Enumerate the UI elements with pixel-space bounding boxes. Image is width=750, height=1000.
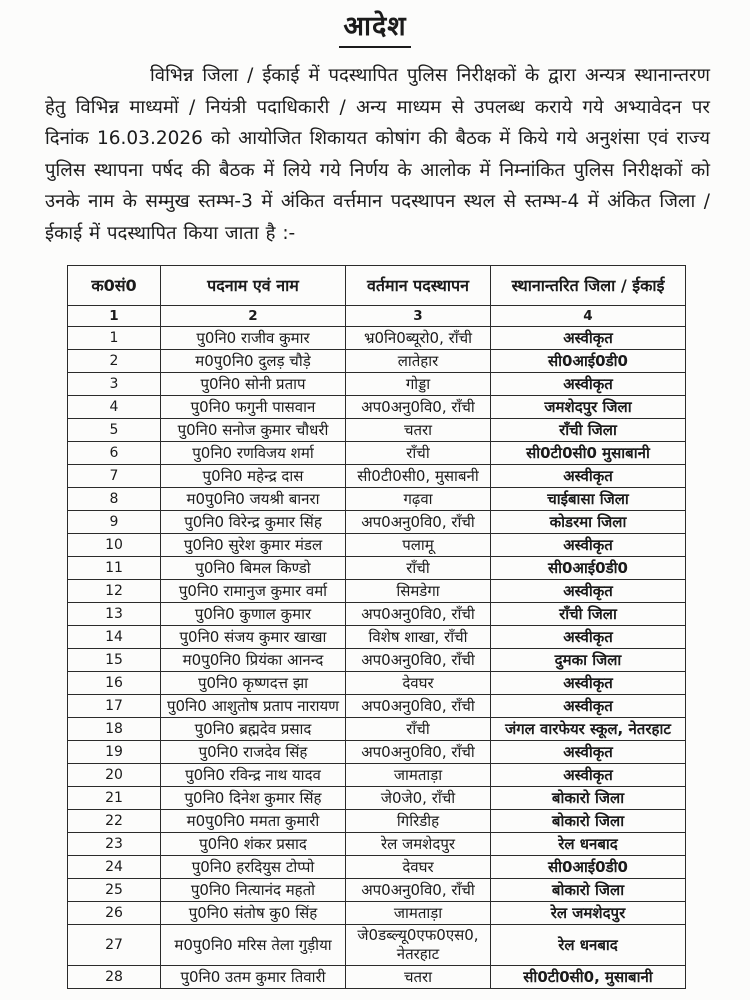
header-serial: क0सं0 — [68, 266, 161, 306]
header-name: पदनाम एवं नाम — [161, 266, 346, 306]
transfer-cell: अस्वीकृत — [491, 373, 686, 396]
posting-cell: अप0अनु0वि0, राँची — [346, 695, 491, 718]
table-row — [68, 626, 686, 649]
serial-cell: 5 — [68, 419, 161, 442]
table-row — [68, 741, 686, 764]
transfer-cell: जमशेदपुर जिला — [491, 396, 686, 419]
table-row — [68, 396, 686, 419]
name-cell: पु0नि0 दिनेश कुमार सिंह — [161, 787, 346, 810]
posting-cell: लातेहार — [346, 350, 491, 373]
column-number-4: 4 — [491, 306, 686, 327]
transfer-cell: अस्वीकृत — [491, 626, 686, 649]
table-row — [68, 465, 686, 488]
table-row — [68, 511, 686, 534]
posting-cell: सिमडेगा — [346, 580, 491, 603]
transfer-cell: बोकारो जिला — [491, 787, 686, 810]
table-row — [68, 580, 686, 603]
table-row — [68, 856, 686, 879]
transfer-cell: रेल धनबाद — [491, 833, 686, 856]
posting-cell: अप0अनु0वि0, राँची — [346, 649, 491, 672]
serial-cell: 19 — [68, 741, 161, 764]
name-cell: म0पु0नि0 जयश्री बानरा — [161, 488, 346, 511]
serial-cell: 15 — [68, 649, 161, 672]
serial-cell: 8 — [68, 488, 161, 511]
name-cell: पु0नि0 बिमल किण्डो — [161, 557, 346, 580]
transfer-cell: रेल जमशेदपुर — [491, 902, 686, 925]
posting-cell: सी0टी0सी0, मुसाबनी — [346, 465, 491, 488]
transfer-cell: अस्वीकृत — [491, 580, 686, 603]
name-cell: पु0नि0 उतम कुमार तिवारी — [161, 966, 346, 989]
table-row — [68, 925, 686, 966]
name-cell: पु0नि0 राजीव कुमार — [161, 327, 346, 350]
transfer-cell: रेल धनबाद — [491, 925, 686, 966]
column-number-3: 3 — [346, 306, 491, 327]
table-row — [68, 787, 686, 810]
serial-cell: 17 — [68, 695, 161, 718]
column-number-1: 1 — [68, 306, 161, 327]
name-cell: पु0नि0 रणविजय शर्मा — [161, 442, 346, 465]
posting-cell: देवघर — [346, 672, 491, 695]
transfer-cell: अस्वीकृत — [491, 741, 686, 764]
serial-cell: 7 — [68, 465, 161, 488]
transfer-cell: अस्वीकृत — [491, 534, 686, 557]
transfer-cell: सी0आई0डी0 — [491, 557, 686, 580]
table-row — [68, 902, 686, 925]
table-row — [68, 419, 686, 442]
transfer-cell: राँची जिला — [491, 419, 686, 442]
serial-cell: 12 — [68, 580, 161, 603]
transfer-cell: जंगल वारफेयर स्कूल, नेतरहाट — [491, 718, 686, 741]
table-row — [68, 833, 686, 856]
table-row — [68, 557, 686, 580]
transfer-cell: बोकारो जिला — [491, 810, 686, 833]
header-transfer: स्थानान्तरित जिला / ईकाई — [491, 266, 686, 306]
name-cell: पु0नि0 रविन्द्र नाथ यादव — [161, 764, 346, 787]
transfer-cell: बोकारो जिला — [491, 879, 686, 902]
transfer-cell: अस्वीकृत — [491, 327, 686, 350]
serial-cell: 2 — [68, 350, 161, 373]
posting-cell: जे0डब्ल्यू0एफ0एस0, नेतरहाट — [346, 925, 491, 966]
posting-cell: अप0अनु0वि0, राँची — [346, 511, 491, 534]
name-cell: पु0नि0 विरेन्द्र कुमार सिंह — [161, 511, 346, 534]
posting-cell: विशेष शाखा, राँची — [346, 626, 491, 649]
name-cell: पु0नि0 सोनी प्रताप — [161, 373, 346, 396]
name-cell: पु0नि0 कुणाल कुमार — [161, 603, 346, 626]
name-cell: पु0नि0 महेन्द्र दास — [161, 465, 346, 488]
table-row — [68, 764, 686, 787]
column-number-2: 2 — [161, 306, 346, 327]
table-row — [68, 350, 686, 373]
table-row — [68, 810, 686, 833]
serial-cell: 20 — [68, 764, 161, 787]
posting-cell: राँची — [346, 442, 491, 465]
name-cell: पु0नि0 सुरेश कुमार मंडल — [161, 534, 346, 557]
serial-cell: 25 — [68, 879, 161, 902]
header-row — [68, 266, 686, 306]
transfer-table — [67, 265, 686, 989]
table-row — [68, 695, 686, 718]
transfer-cell: चाईबासा जिला — [491, 488, 686, 511]
serial-cell: 26 — [68, 902, 161, 925]
name-cell: म0पु0नि0 मरिस तेला गुड़ीया — [161, 925, 346, 966]
serial-cell: 22 — [68, 810, 161, 833]
order-paragraph: विभिन्न जिला / ईकाई में पदस्थापित पुलिस निरीक्षकों के द्वारा अन्यत्र स्थानान्तरण हेतु विभिन्न माध्यमों / नियंत्री पदाधिकारी / अन्य माध्यम से उपलब्ध कराये गये अभ्यावेदन पर दिनांक 16.03.2026 को आयोजित शिकायत कोषांग की बैठक में किये गये अनुशंसा एवं राज्य पुलिस स्थापना पर्षद की बैठक में लिये गये निर्णय के आलोक में निम्नांकित पुलिस निरीक्षकों को उनके नाम के सम्मुख स्तम्भ-3 में अंकित वर्त्तमान पदस्थापन स्थल से स्तम्भ-4 में अंकित जिला / ईकाई में पदस्थापित किया जाता है :- — [45, 65, 710, 244]
table-body — [68, 327, 686, 989]
table-row — [68, 603, 686, 626]
table-row — [68, 879, 686, 902]
posting-cell: अप0अनु0वि0, राँची — [346, 603, 491, 626]
transfer-cell: सी0आई0डी0 — [491, 856, 686, 879]
serial-cell: 6 — [68, 442, 161, 465]
table-row — [68, 327, 686, 350]
name-cell: पु0नि0 नित्यानंद महतो — [161, 879, 346, 902]
name-cell: पु0नि0 सनोज कुमार चौधरी — [161, 419, 346, 442]
title-wrap — [0, 0, 750, 48]
header-posting: वर्तमान पदस्थापन — [346, 266, 491, 306]
posting-cell: भ्र0नि0ब्यूरो0, राँची — [346, 327, 491, 350]
transfer-cell: सी0आई0डी0 — [491, 350, 686, 373]
serial-cell: 4 — [68, 396, 161, 419]
table-row — [68, 442, 686, 465]
transfer-cell: अस्वीकृत — [491, 465, 686, 488]
name-cell: पु0नि0 शंकर प्रसाद — [161, 833, 346, 856]
posting-cell: पलामू — [346, 534, 491, 557]
posting-cell: चतरा — [346, 419, 491, 442]
transfer-cell: राँची जिला — [491, 603, 686, 626]
serial-cell: 9 — [68, 511, 161, 534]
serial-cell: 14 — [68, 626, 161, 649]
serial-cell: 23 — [68, 833, 161, 856]
posting-cell: अप0अनु0वि0, राँची — [346, 741, 491, 764]
name-cell: पु0नि0 रामानुज कुमार वर्मा — [161, 580, 346, 603]
posting-cell: जामताड़ा — [346, 764, 491, 787]
posting-cell: गिरिडीह — [346, 810, 491, 833]
name-cell: पु0नि0 फगुनी पासवान — [161, 396, 346, 419]
transfer-cell: सी0टी0सी0 मुसाबानी — [491, 442, 686, 465]
table-row — [68, 966, 686, 989]
posting-cell: राँची — [346, 718, 491, 741]
transfer-cell: अस्वीकृत — [491, 672, 686, 695]
serial-cell: 3 — [68, 373, 161, 396]
name-cell: म0पु0नि0 ममता कुमारी — [161, 810, 346, 833]
serial-cell: 16 — [68, 672, 161, 695]
table-row — [68, 649, 686, 672]
table-row — [68, 672, 686, 695]
posting-cell: रेल जमशेदपुर — [346, 833, 491, 856]
transfer-cell: अस्वीकृत — [491, 695, 686, 718]
serial-cell: 11 — [68, 557, 161, 580]
name-cell: पु0नि0 आशुतोष प्रताप नारायण — [161, 695, 346, 718]
serial-cell: 18 — [68, 718, 161, 741]
transfer-cell: कोडरमा जिला — [491, 511, 686, 534]
posting-cell: जामताड़ा — [346, 902, 491, 925]
name-cell: पु0नि0 संजय कुमार खाखा — [161, 626, 346, 649]
table-row — [68, 718, 686, 741]
name-cell: म0पु0नि0 प्रियंका आनन्द — [161, 649, 346, 672]
column-number-row — [68, 306, 686, 327]
name-cell: पु0नि0 हरदियुस टोप्पो — [161, 856, 346, 879]
table-row — [68, 373, 686, 396]
posting-cell: चतरा — [346, 966, 491, 989]
table-header — [68, 266, 686, 327]
transfer-cell: दुमका जिला — [491, 649, 686, 672]
table-row — [68, 488, 686, 511]
transfer-cell: सी0टी0सी0, मुसाबानी — [491, 966, 686, 989]
name-cell: पु0नि0 संतोष कु0 सिंह — [161, 902, 346, 925]
posting-cell: राँची — [346, 557, 491, 580]
posting-cell: गढ़वा — [346, 488, 491, 511]
serial-cell: 27 — [68, 925, 161, 966]
posting-cell: अप0अनु0वि0, राँची — [346, 396, 491, 419]
serial-cell: 10 — [68, 534, 161, 557]
serial-cell: 24 — [68, 856, 161, 879]
table-row — [68, 534, 686, 557]
name-cell: पु0नि0 कृष्णदत्त झा — [161, 672, 346, 695]
name-cell: पु0नि0 राजदेव सिंह — [161, 741, 346, 764]
name-cell: पु0नि0 ब्रह्मदेव प्रसाद — [161, 718, 346, 741]
page-title: आदेश — [339, 6, 410, 48]
serial-cell: 21 — [68, 787, 161, 810]
transfer-cell: अस्वीकृत — [491, 764, 686, 787]
serial-cell: 13 — [68, 603, 161, 626]
name-cell: म0पु0नि0 दुलड़ चौड़े — [161, 350, 346, 373]
posting-cell: गोड्डा — [346, 373, 491, 396]
posting-cell: देवघर — [346, 856, 491, 879]
posting-cell: अप0अनु0वि0, राँची — [346, 879, 491, 902]
serial-cell: 28 — [68, 966, 161, 989]
serial-cell: 1 — [68, 327, 161, 350]
posting-cell: जे0जे0, राँची — [346, 787, 491, 810]
